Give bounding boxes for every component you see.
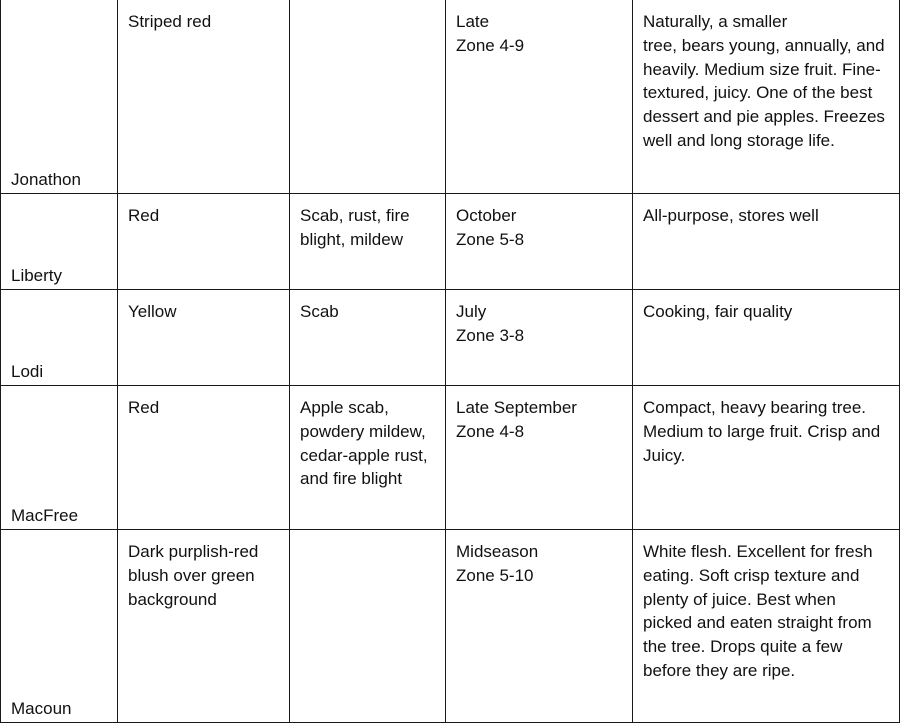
- notes-cell: Cooking, fair quality: [633, 290, 900, 386]
- ripening-zone-cell: Midseason Zone 5-10: [446, 530, 633, 723]
- ripening-zone-cell: Late Zone 4-9: [446, 0, 633, 194]
- disease-resistance-cell: Apple scab, powdery mildew, cedar-apple rust, and fire blight: [290, 386, 446, 530]
- disease-resistance-cell: Scab, rust, fire blight, mildew: [290, 194, 446, 290]
- disease-resistance-cell: [290, 0, 446, 194]
- disease-resistance-cell: Scab: [290, 290, 446, 386]
- variety-name-cell: MacFree: [1, 386, 118, 530]
- ripening-zone-cell: Late September Zone 4-8: [446, 386, 633, 530]
- fruit-color-cell: Yellow: [118, 290, 290, 386]
- variety-name-cell: Liberty: [1, 194, 118, 290]
- fruit-color-cell: Dark purplish-red blush over green background: [118, 530, 290, 723]
- fruit-color-cell: Red: [118, 194, 290, 290]
- table-row: [1, 0, 900, 194]
- notes-cell: All-purpose, stores well: [633, 194, 900, 290]
- variety-name-cell: Macoun: [1, 530, 118, 723]
- ripening-zone-cell: October Zone 5-8: [446, 194, 633, 290]
- disease-resistance-cell: [290, 530, 446, 723]
- variety-name-cell: Lodi: [1, 290, 118, 386]
- table-row: [1, 194, 900, 290]
- variety-name-cell: Jonathon: [1, 0, 118, 194]
- fruit-color-cell: Striped red: [118, 0, 290, 194]
- notes-cell: White flesh. Excellent for fresh eating. Soft crisp texture and plenty of juice. Best when picked and eaten straight from the tree. Drops quite a few before they are ripe.: [633, 530, 900, 723]
- table-row: [1, 290, 900, 386]
- notes-cell: Naturally, a smaller tree, bears young, annually, and heavily. Medium size fruit. Fine-textured, juicy. One of the best dessert and pie apples. Freezes well and long storage life.: [633, 0, 900, 194]
- fruit-color-cell: Red: [118, 386, 290, 530]
- table-row: [1, 386, 900, 530]
- table-row: [1, 530, 900, 723]
- ripening-zone-cell: July Zone 3-8: [446, 290, 633, 386]
- notes-cell: Compact, heavy bearing tree. Medium to large fruit. Crisp and Juicy.: [633, 386, 900, 530]
